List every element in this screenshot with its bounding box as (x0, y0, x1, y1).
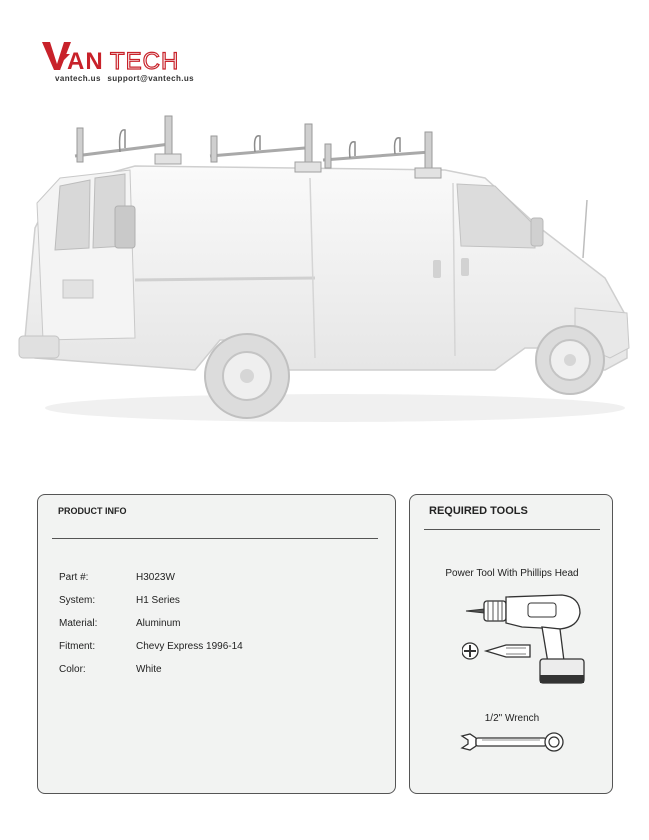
svg-text:AN: AN (67, 48, 104, 75)
spec-value-material: Aluminum (136, 618, 181, 629)
spec-value-fitment: Chevy Express 1996-14 (136, 641, 243, 652)
tool-label-drill: Power Tool With Phillips Head (445, 568, 579, 579)
spec-value-part: H3023W (136, 572, 175, 583)
spec-label-system: System: (59, 595, 96, 606)
contact-line (55, 74, 198, 83)
website-link[interactable]: vantech.us (55, 74, 101, 83)
wrench-icon (460, 728, 566, 756)
support-email-link[interactable]: support@vantech.us (107, 74, 194, 83)
svg-text:TECH: TECH (110, 48, 180, 75)
tool-label-wrench: 1/2" Wrench (484, 713, 540, 724)
spec-label-material: Material: (59, 618, 98, 629)
required-tools-title: REQUIRED TOOLS (429, 505, 528, 517)
divider (424, 529, 600, 530)
product-info-panel (37, 494, 396, 794)
spec-label-color: Color: (59, 664, 86, 675)
divider (52, 538, 378, 539)
spec-label-fitment: Fitment: (59, 641, 96, 652)
required-tools-panel (409, 494, 613, 794)
product-info-title: PRODUCT INFO (58, 506, 127, 516)
spec-label-part: Part #: (59, 572, 89, 583)
spec-value-color: White (136, 664, 162, 675)
drill-icon (462, 591, 592, 687)
van-with-ladder-rack-image (15, 108, 635, 438)
spec-value-system: H1 Series (136, 595, 180, 606)
